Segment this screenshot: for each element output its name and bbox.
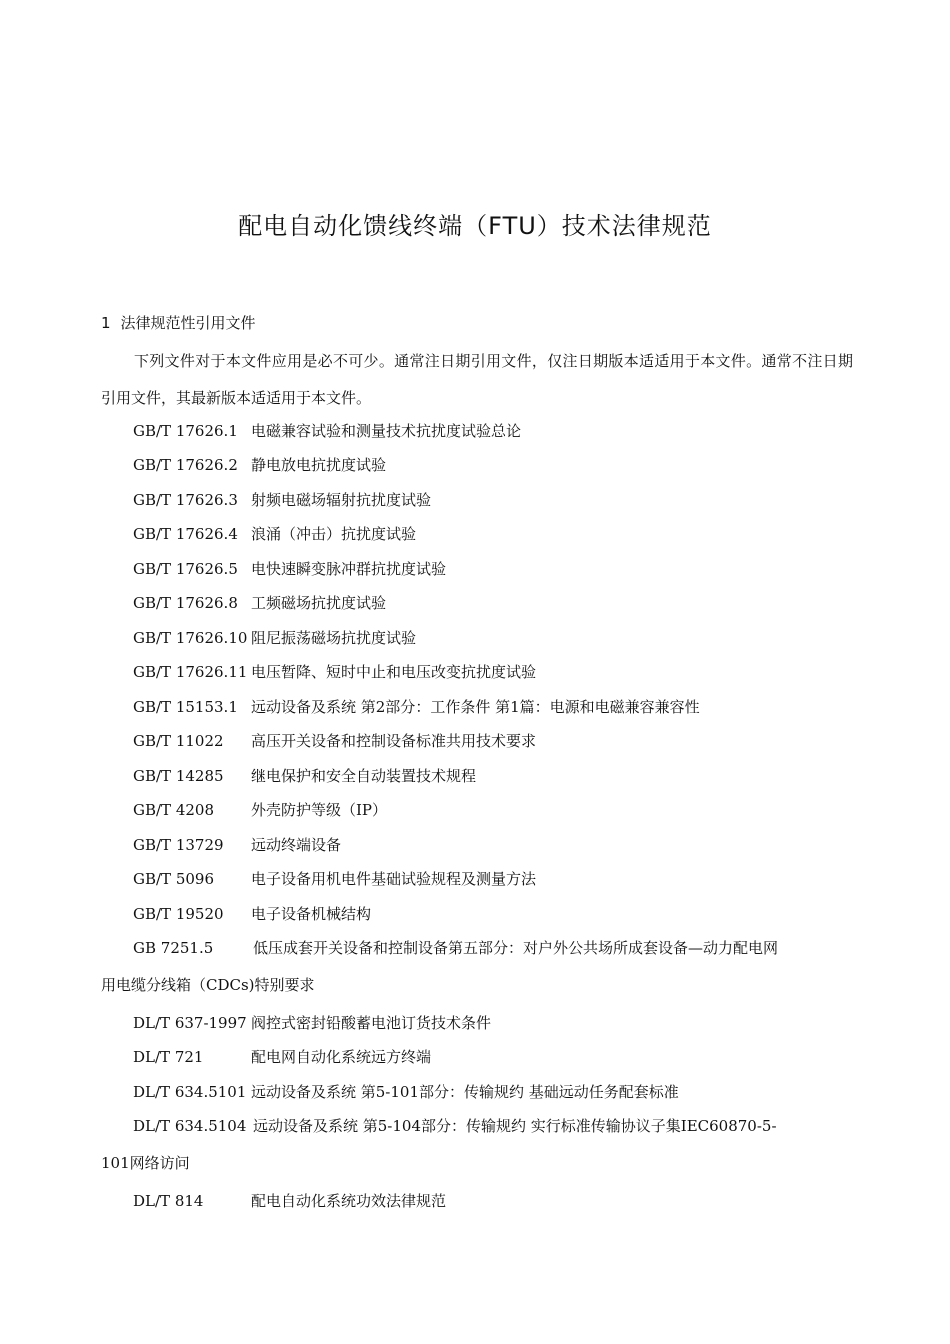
reference-title: 阀控式密封铅酸蓄电池订货技术条件 xyxy=(251,1014,492,1032)
reference-title: 电压暂降、短时中止和电压改变抗扰度试验 xyxy=(251,663,537,681)
reference-title: 电快速瞬变脉冲群抗扰度试验 xyxy=(251,560,447,578)
reference-code: GB/T 14285 xyxy=(133,767,224,785)
reference-code: DL/T 721 xyxy=(133,1048,204,1066)
reference-title: 电子设备用机电件基础试验规程及测量方法 xyxy=(251,870,537,888)
reference-item xyxy=(133,552,853,586)
section-heading xyxy=(101,312,256,333)
reference-code: GB/T 15153.1 xyxy=(133,698,238,716)
reference-item xyxy=(133,862,853,896)
section-title: 法律规范性引用文件 xyxy=(120,314,256,332)
reference-title: 阻尼振荡磁场抗扰度试验 xyxy=(251,629,417,647)
section-number: 1 xyxy=(101,314,111,332)
reference-code: DL/T 634.5104 xyxy=(133,1117,247,1135)
reference-item-wrapped xyxy=(101,930,853,1004)
reference-item xyxy=(133,621,853,655)
reference-code: GB/T 17626.8 xyxy=(133,594,238,612)
reference-item xyxy=(133,793,853,827)
intro-paragraph: 下列文件对于本文件应用是必不可少。通常注日期引用文件，仅注日期版本适适用于本文件。通常不注日期引用文件，其最新版本适适用于本文件。 xyxy=(101,352,853,407)
reference-title: 工频磁场抗扰度试验 xyxy=(251,594,387,612)
reference-item xyxy=(133,690,853,724)
reference-title: 外壳防护等级（IP） xyxy=(251,801,388,819)
reference-title: 电子设备机械结构 xyxy=(251,905,372,923)
reference-item xyxy=(133,897,853,931)
reference-item xyxy=(133,1075,853,1109)
reference-code: GB/T 13729 xyxy=(133,836,224,854)
reference-title: 浪涌（冲击）抗扰度试验 xyxy=(251,525,417,543)
reference-item xyxy=(133,828,853,862)
reference-code: GB/T 17626.1 xyxy=(133,422,238,440)
reference-title: 配电网自动化系统远方终端 xyxy=(251,1048,432,1066)
reference-line-2: 用电缆分线箱（CDCs)特别要求 xyxy=(101,976,315,994)
reference-code: GB/T 4208 xyxy=(133,801,215,819)
reference-code: GB/T 11022 xyxy=(133,732,224,750)
reference-title: 配电自动化系统功效法律规范 xyxy=(251,1192,447,1210)
reference-item xyxy=(133,724,853,758)
reference-item-wrapped xyxy=(101,1108,853,1182)
reference-item xyxy=(133,517,853,551)
reference-title: 射频电磁场辐射抗扰度试验 xyxy=(251,491,432,509)
reference-code: GB/T 5096 xyxy=(133,870,215,888)
reference-title: 远动终端设备 xyxy=(251,836,342,854)
reference-item xyxy=(133,448,853,482)
reference-code: GB/T 19520 xyxy=(133,905,224,923)
reference-code: GB/T 17626.5 xyxy=(133,560,238,578)
reference-title: 低压成套开关设备和控制设备第五部分：对户外公共场所成套设备—动力配电网 xyxy=(253,939,779,957)
reference-code: GB 7251.5 xyxy=(133,939,214,957)
reference-code: GB/T 17626.4 xyxy=(133,525,238,543)
reference-line-2: 101网络访问 xyxy=(101,1154,190,1172)
reference-item xyxy=(133,483,853,517)
reference-code: DL/T 637-1997 xyxy=(133,1014,247,1032)
reference-code: GB/T 17626.11 xyxy=(133,663,248,681)
reference-title: 远动设备及系统 第5-104部分：传输规约 实行标准传输协议子集IEC60870-5- xyxy=(253,1117,777,1135)
reference-title: 高压开关设备和控制设备标准共用技术要求 xyxy=(251,732,537,750)
reference-item xyxy=(133,586,853,620)
document-title: 配电自动化馈线终端（FTU）技术法律规范 xyxy=(238,212,712,240)
reference-line-1 xyxy=(101,930,853,967)
reference-item xyxy=(133,414,853,448)
reference-code: GB/T 17626.10 xyxy=(133,629,248,647)
reference-code: GB/T 17626.2 xyxy=(133,456,238,474)
reference-title: 远动设备及系统 第5-101部分：传输规约 基础远动任务配套标准 xyxy=(251,1083,679,1101)
reference-title: 继电保护和安全自动装置技术规程 xyxy=(251,767,477,785)
reference-code: DL/T 634.5101 xyxy=(133,1083,247,1101)
reference-title: 电磁兼容试验和测量技术抗扰度试验总论 xyxy=(251,422,522,440)
reference-item xyxy=(133,655,853,689)
reference-line-1 xyxy=(101,1108,853,1145)
reference-item xyxy=(133,759,853,793)
reference-item xyxy=(133,1006,853,1040)
reference-code: GB/T 17626.3 xyxy=(133,491,238,509)
reference-title: 远动设备及系统 第2部分：工作条件 第1篇：电源和电磁兼容兼容性 xyxy=(251,698,700,716)
reference-item xyxy=(133,1040,853,1074)
reference-code: DL/T 814 xyxy=(133,1192,204,1210)
reference-title: 静电放电抗扰度试验 xyxy=(251,456,387,474)
reference-item xyxy=(133,1184,853,1218)
